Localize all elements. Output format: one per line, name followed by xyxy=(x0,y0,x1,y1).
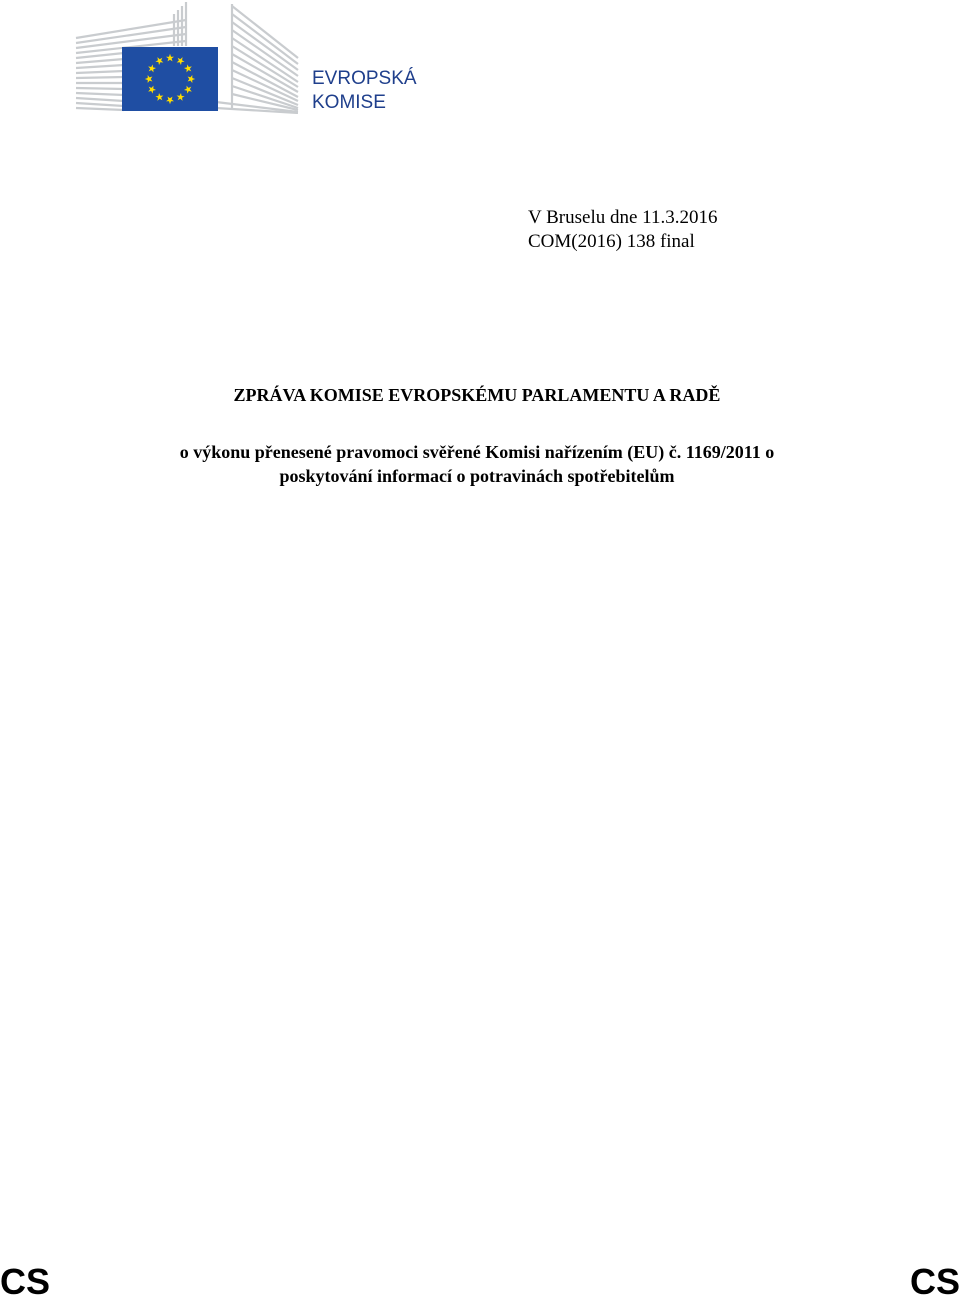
document-subtitle-line1: o výkonu přenesené pravomoci svěřené Komisi nařízením (EU) č. 1169/2011 o xyxy=(179,442,775,462)
organization-name-line1: EVROPSKÁ xyxy=(312,68,417,89)
language-code-right: CS xyxy=(909,1261,960,1302)
document-reference xyxy=(528,206,717,254)
eu-commission-logo-icon xyxy=(74,2,300,114)
document-title: ZPRÁVA KOMISE EVROPSKÉMU PARLAMENTU A RADĚ xyxy=(233,385,721,405)
organization-name xyxy=(312,67,417,115)
document-subtitle-line2: poskytování informací o potravinách spotřebitelům xyxy=(279,466,675,486)
organization-name-line2: KOMISE xyxy=(312,92,386,113)
place-date: V Bruselu dne 11.3.2016 xyxy=(528,207,718,228)
document-subtitle xyxy=(0,440,954,488)
language-code-left: CS xyxy=(0,1261,51,1302)
document-number: COM(2016) 138 final xyxy=(528,231,695,252)
berlaymont-building-icon xyxy=(74,2,300,114)
